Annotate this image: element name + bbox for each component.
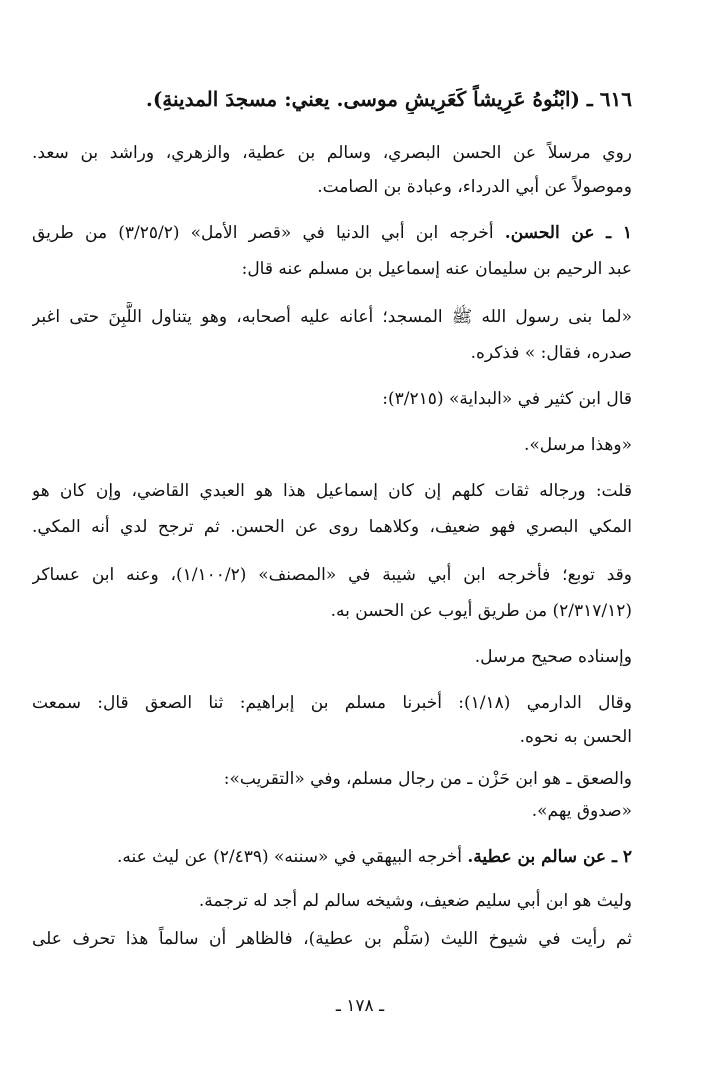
- mursal-quote: «وهذا مرسل».: [523, 435, 632, 455]
- section2-label: ٢ ـ عن سالم بن عطية.: [467, 847, 632, 867]
- intro-line-2: وموصولاً عن أبي الدرداء، وعبادة بن الصامت.: [317, 177, 632, 197]
- section2-line: [32, 842, 632, 872]
- saaq-line-1: والصعق ـ هو ابن حَزْن ـ من رجال مسلم، وفي «التقريب»:: [223, 769, 632, 789]
- isnad-line: وإسناده صحيح مرسل.: [474, 647, 632, 667]
- darimi-line-1: وقال الدارمي (١/١٨): أخبرنا مسلم بن إبراهيم: ثنا الصعق قال: سمعت: [32, 693, 632, 713]
- tubi-line-2: (٢/٣١٧/١٢) من طريق أيوب عن الحسن به.: [330, 601, 632, 621]
- layth-line: وليث هو ابن أبي سليم ضعيف، وشيخه سالم لم أجد له ترجمة.: [198, 891, 632, 911]
- saaq-line-2: «صدوق يهم».: [531, 801, 632, 821]
- section1-line-1: [32, 218, 632, 248]
- qultu-line-2: المكي البصري فهو ضعيف، وكلاهما روى عن الحسن. ثم ترجح لدي أنه المكي.: [32, 517, 632, 537]
- quote1-line-1: «لما بنى رسول الله ﷺ المسجد؛ أعانه عليه أصحابه، وهو يتناول اللَّبِنَ حتى اغبر: [32, 307, 632, 327]
- qultu-line-1: قلت: ورجاله ثقات كلهم إن كان إسماعيل هذا هو العبدي القاضي، وإن كان هو: [32, 481, 632, 501]
- section2-text: أخرجه البيهقي في «سننه» (٢/٤٣٩) عن ليث عنه.: [116, 847, 462, 867]
- page-number: ـ ١٧٨ ـ: [335, 996, 385, 1016]
- quote1-line-2: صدره، فقال: » فذكره.: [470, 343, 632, 363]
- section1-text-1: أخرجه ابن أبي الدنيا في «قصر الأمل» (٣/٢٥/٢) من طريق: [32, 223, 494, 243]
- tubi-line-1: وقد توبع؛ فأخرجه ابن أبي شيبة في «المصنف» (١/١٠٠/٢)، وعنه ابن عساكر: [32, 565, 632, 585]
- section1-label: ١ ـ عن الحسن.: [504, 223, 632, 243]
- thumma-line: ثم رأيت في شيوخ الليث (سَلْم بن عطية)، فالظاهر أن سالماً هذا تحرف على: [32, 929, 632, 949]
- section1-line-2: عبد الرحيم بن سليمان عنه إسماعيل بن مسلم عنه قال:: [241, 259, 632, 279]
- intro-line-1: روي مرسلاً عن الحسن البصري، وسالم بن عطية، والزهري، وراشد بن سعد.: [32, 143, 632, 163]
- darimi-line-2: الحسن به نحوه.: [519, 727, 632, 747]
- hadith-heading: ٦١٦ ـ (ابْنُوهُ عَرِيشاً كَعَرِيشِ موسى. يعني: مسجدَ المدينةِ).: [145, 87, 632, 111]
- ibn-kathir-line: قال ابن كثير في «البداية» (٣/٢١٥):: [382, 389, 632, 409]
